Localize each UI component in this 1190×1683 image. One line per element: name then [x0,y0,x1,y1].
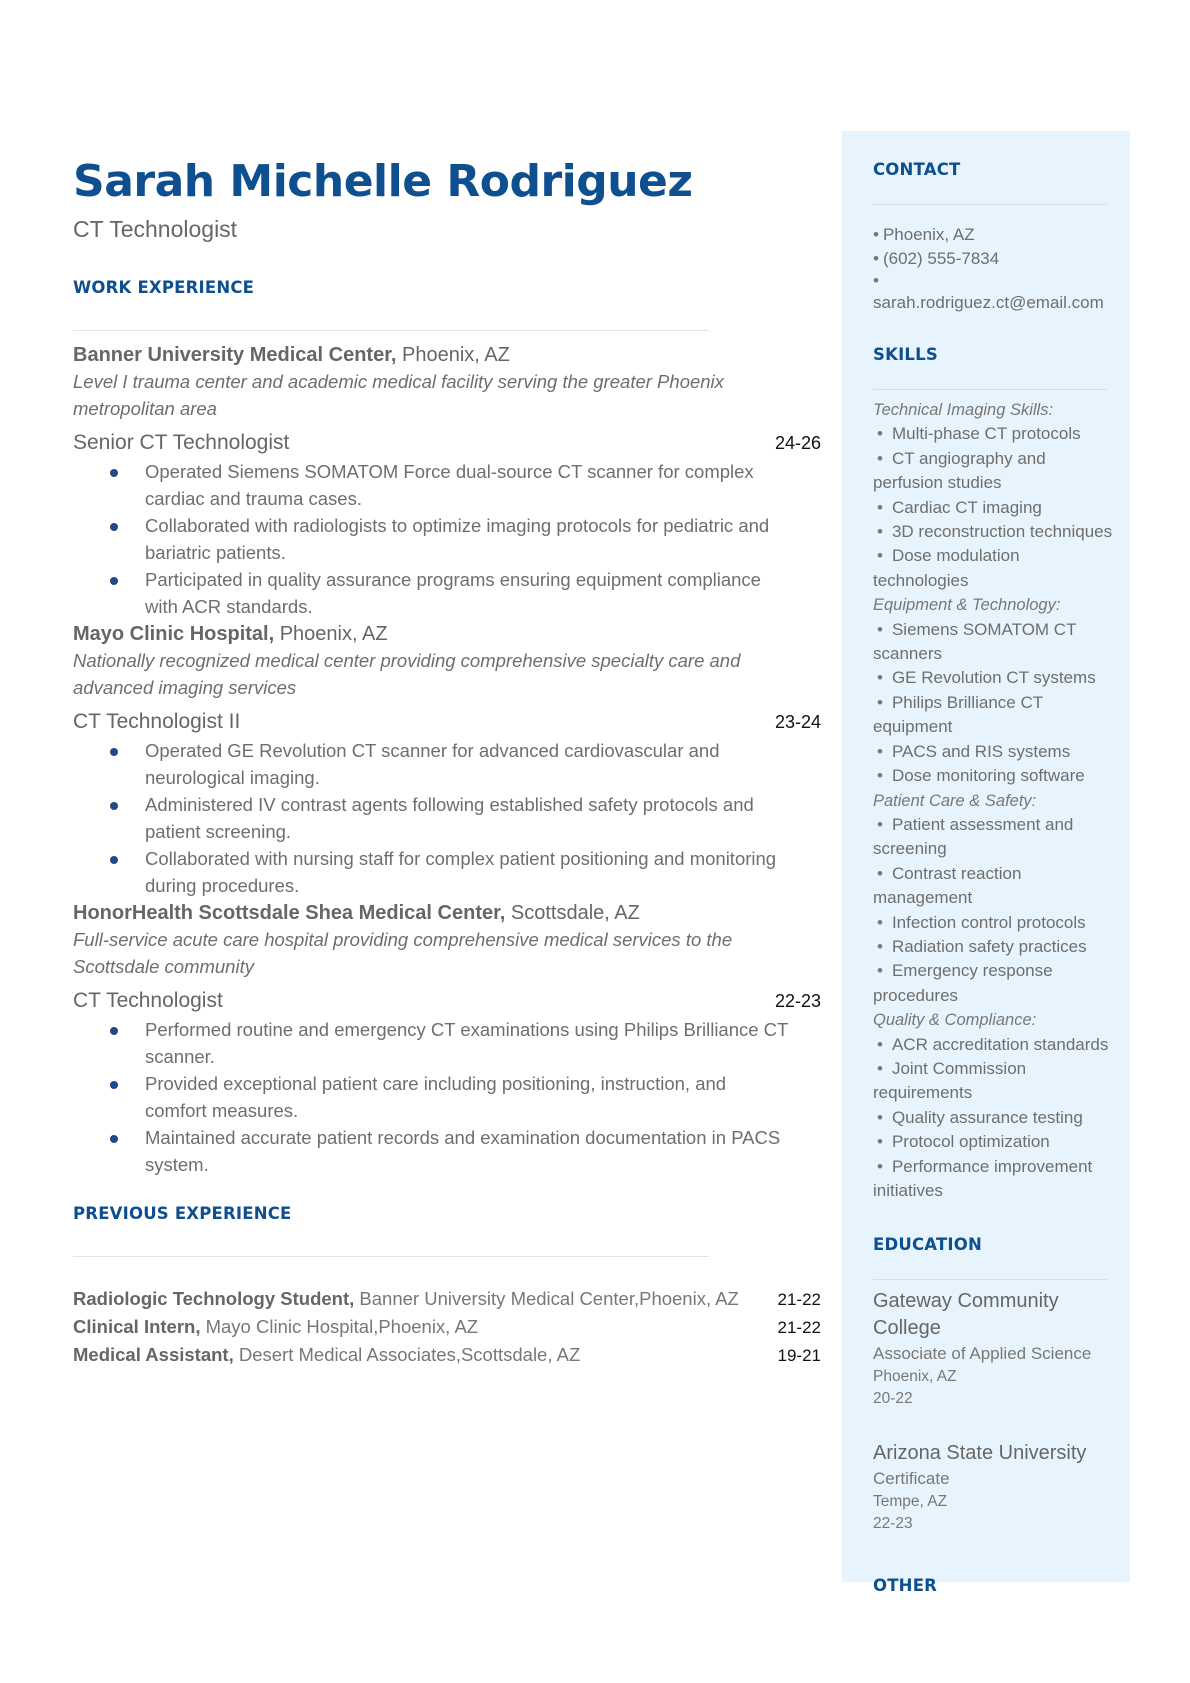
skill-item [873,1155,1118,1204]
previous-experience-row [73,1313,821,1341]
achievement-text: Collaborated with nursing staff for complex patient positioning and monitoring during procedures. [145,848,777,896]
company-description: Full-service acute care hospital providing comprehensive medical services to the Scottsdale community [73,929,733,977]
email-link[interactable]: sarah.rodriguez.ct@email.com [873,293,1104,312]
bullet-dot-icon [110,1081,118,1089]
location-text: Phoenix, AZ [882,225,975,244]
role-row [73,986,821,1016]
skill-item [873,813,1118,862]
achievement-text: Maintained accurate patient records and examination documentation in PACS system. [145,1127,781,1175]
skill-text: Joint Commission requirements [873,1058,1027,1103]
company-line [73,342,821,368]
skill-text: Infection control protocols [891,912,1086,932]
bullet-icon: • [877,448,883,468]
achievement-item [110,791,790,845]
skill-item [873,1057,1118,1106]
bullet-icon: • [877,1034,883,1054]
previous-dates: 21-22 [777,1290,821,1309]
skill-item [873,1033,1118,1057]
skill-item [873,1106,1118,1130]
skill-text: Dose modulation technologies [873,546,1020,590]
skill-category: Quality & Compliance: [873,1011,1037,1030]
previous-role: Clinical Intern, [73,1316,201,1337]
company-location: Phoenix, AZ [274,623,388,645]
previous-experience-row [73,1341,821,1369]
bullet-dot-icon [110,802,118,810]
skill-text: Performance improvement initiatives [873,1156,1093,1200]
job-entry [73,621,821,899]
skill-item [873,447,1118,496]
candidate-name: Sarah Michelle Rodriguez [73,156,693,207]
achievement-item [110,1070,790,1124]
achievement-item [110,1016,790,1070]
section-divider [73,330,709,331]
bullet-icon: • [877,936,883,956]
skill-text: Siemens SOMATOM CT scanners [873,619,1077,664]
work-experience-list [73,342,821,1178]
bullet-icon: • [877,1132,883,1152]
bullet-dot-icon [110,523,118,531]
bullet-icon: • [877,1058,883,1078]
achievement-text: Provided exceptional patient care including positioning, instruction, and comfort measures. [145,1073,727,1121]
previous-place: Desert Medical Associates,Scottsdale, AZ [233,1344,581,1365]
skill-text: PACS and RIS systems [891,741,1071,761]
skill-text: CT angiography and perfusion studies [873,448,1046,493]
skill-item [873,422,1118,446]
skill-item [873,740,1118,764]
bullet-dot-icon [110,1027,118,1035]
company-description: Level I trauma center and academic medical facility serving the greater Phoenix metropolitan area [73,371,724,419]
contact-phone [873,247,1118,271]
role-dates: 23-24 [774,712,821,732]
company-name: Banner University Medical Center, [73,344,397,366]
company-description: Nationally recognized medical center providing comprehensive specialty care and advanced imaging services [73,650,741,698]
bullet-icon: • [877,668,883,688]
skill-text: ACR accreditation standards [891,1034,1109,1054]
skill-text: Protocol optimization [891,1132,1050,1152]
bullet-icon: • [877,692,883,712]
skill-item [873,862,1118,911]
achievement-item [110,566,790,620]
skill-text: 3D reconstruction techniques [891,522,1113,542]
main-column [73,155,821,1369]
bullet-icon: • [877,1107,883,1127]
previous-experience-list [73,1285,821,1369]
bullet-icon: • [877,619,883,639]
previous-dates: 19-21 [777,1346,821,1365]
contact-list [873,223,1118,315]
skill-text: GE Revolution CT systems [891,668,1096,688]
skill-item [873,618,1118,667]
achievement-item [110,737,790,791]
bullet-icon: • [877,814,883,834]
previous-experience-heading: PREVIOUS EXPERIENCE [73,1204,292,1223]
role-row [73,707,821,737]
education-dates: 22-23 [873,1515,913,1533]
bullet-icon: • [877,546,883,566]
achievement-text: Collaborated with radiologists to optimize imaging protocols for pediatric and bariatric patients. [145,515,770,563]
skills-list [873,398,1118,1203]
bullet-icon: • [877,1156,883,1176]
skill-item [873,911,1118,935]
company-line [73,900,821,926]
achievement-text: Operated GE Revolution CT scanner for advanced cardiovascular and neurological imaging. [145,740,720,788]
section-divider [73,1256,709,1257]
previous-role-line [73,1285,739,1312]
phone-link[interactable]: (602) 555-7834 [882,249,1000,268]
bullet-icon: • [873,271,879,290]
bullet-icon: • [877,912,883,932]
role-title: Senior CT Technologist [73,431,290,454]
skill-item [873,544,1118,593]
skill-text: Philips Brilliance CT equipment [873,692,1043,737]
skill-text: Contrast reaction management [873,863,1022,908]
company-location: Phoenix, AZ [396,344,510,366]
bullet-icon: • [877,741,883,761]
skill-item [873,764,1118,788]
previous-place: Mayo Clinic Hospital,Phoenix, AZ [200,1316,479,1337]
achievement-item [110,1124,790,1178]
education-entry [873,1288,1118,1410]
company-name: HonorHealth Scottsdale Shea Medical Center, [73,902,506,924]
previous-role-line [73,1313,478,1340]
school-location: Phoenix, AZ [873,1368,957,1386]
skill-item [873,666,1118,690]
degree: Certificate [873,1469,950,1489]
job-entry [73,342,821,620]
achievement-text: Operated Siemens SOMATOM Force dual-source CT scanner for complex cardiac and trauma cases. [145,461,754,509]
skill-item [873,959,1118,1008]
achievement-list [110,1016,790,1178]
company-location: Scottsdale, AZ [505,902,640,924]
achievement-text: Administered IV contrast agents following established safety protocols and patient screening. [145,794,754,842]
bullet-dot-icon [110,577,118,585]
section-divider [873,1279,1107,1280]
achievement-list [110,458,790,620]
previous-role-line [73,1341,580,1368]
skill-text: Patient assessment and screening [873,814,1074,859]
school-location: Tempe, AZ [873,1493,948,1511]
bullet-dot-icon [110,748,118,756]
company-name: Mayo Clinic Hospital, [73,623,275,645]
job-entry [73,900,821,1178]
section-divider [873,204,1107,205]
bullet-icon: • [877,863,883,883]
bullet-dot-icon [110,1135,118,1143]
contact-email [873,271,1118,315]
achievement-text: Participated in quality assurance programs ensuring equipment compliance with ACR standards. [145,569,761,617]
achievement-item [110,845,790,899]
skill-text: Emergency response procedures [873,961,1053,1005]
bullet-icon: • [877,961,883,981]
role-row [73,428,821,458]
skill-text: Multi-phase CT protocols [891,424,1081,444]
degree: Associate of Applied Science [873,1344,1092,1364]
skill-text: Cardiac CT imaging [891,497,1042,517]
skill-text: Dose monitoring software [891,766,1085,786]
achievement-item [110,512,790,566]
bullet-icon: • [877,497,883,517]
achievement-text: Performed routine and emergency CT examinations using Philips Brilliance CT scanner. [145,1019,789,1067]
skill-item [873,935,1118,959]
school-name: Arizona State University [873,1442,1087,1465]
education-list [873,1288,1118,1535]
section-divider [873,389,1107,390]
previous-dates: 21-22 [777,1318,821,1337]
contact-location [873,223,1118,247]
achievement-item [110,458,790,512]
skill-category: Technical Imaging Skills: [873,401,1054,419]
job-title: CT Technologist [73,216,238,242]
bullet-icon: • [873,249,879,268]
previous-place: Banner University Medical Center,Phoenix, AZ [354,1288,739,1309]
education-entry [873,1440,1118,1535]
role-dates: 22-23 [774,991,821,1011]
previous-role: Radiologic Technology Student, [73,1288,355,1309]
bullet-dot-icon [110,469,118,477]
previous-role: Medical Assistant, [73,1344,234,1365]
skill-item [873,691,1118,740]
skill-text: Quality assurance testing [891,1107,1083,1127]
role-title: CT Technologist [73,989,223,1012]
company-line [73,621,821,647]
bullet-icon: • [877,766,883,786]
bullet-dot-icon [110,856,118,864]
skill-category: Equipment & Technology: [873,596,1061,615]
school-name: Gateway Community College [873,1290,1059,1340]
role-title: CT Technologist II [73,710,241,733]
bullet-icon: • [877,424,883,444]
other-heading: OTHER [873,1576,938,1595]
skill-item [873,496,1118,520]
previous-experience-row [73,1285,821,1313]
skill-item [873,520,1118,544]
education-heading: EDUCATION [873,1235,982,1255]
skill-category: Patient Care & Safety: [873,791,1037,810]
skill-item [873,1130,1118,1154]
skill-text: Radiation safety practices [891,936,1087,956]
bullet-icon: • [877,522,883,542]
contact-heading: CONTACT [873,160,961,179]
education-dates: 20-22 [873,1390,913,1408]
sidebar [873,160,1118,1535]
achievement-list [110,737,790,899]
role-dates: 24-26 [774,433,821,453]
bullet-icon: • [873,225,879,244]
work-experience-heading: WORK EXPERIENCE [73,278,255,297]
skills-heading: SKILLS [873,345,938,364]
